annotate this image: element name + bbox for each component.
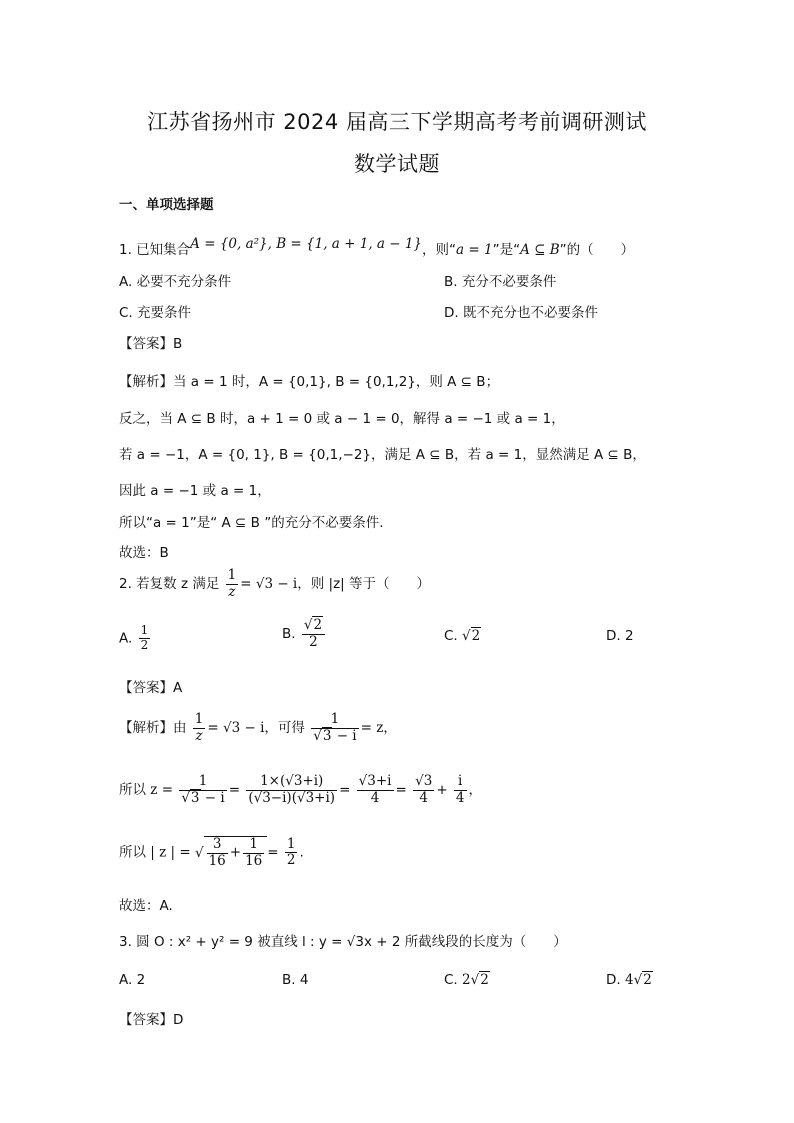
q1-stem-text-4: ”的（ ） bbox=[559, 242, 635, 258]
q2-fraction-step-2: $\frac{1\times(√3+i)}{(√3-i)(√3+i)}$ bbox=[248, 773, 336, 806]
q2-fraction-result: $\frac{1}{2}$ bbox=[286, 835, 296, 869]
q1-analysis-line-5: 所以“a = 1”是“ A ⊆ B ”的充分不必要条件. bbox=[119, 515, 384, 531]
q2-option-b-label: B. bbox=[282, 626, 296, 643]
q1-option-c: C. 充要条件 bbox=[119, 305, 192, 321]
q2-fraction-step-1: $\frac{1}{√3 - i}$ bbox=[181, 773, 225, 806]
q2-stem-text-2: ，则 |z| 等于（ ） bbox=[297, 576, 431, 593]
q2-option-c-value: √2 bbox=[462, 628, 481, 644]
q2-fraction-step-4: $\frac{√3}{4}$ bbox=[415, 773, 433, 806]
q3-option-a: A. 2 bbox=[119, 972, 146, 988]
document-subtitle: 数学试题 bbox=[354, 152, 440, 176]
q3-stem: 3. 圆 O : x² + y² = 9 被直线 l : y = √3x + 2 所截线段的长度为（ ） bbox=[119, 934, 567, 950]
q2-option-d: D. 2 bbox=[606, 628, 634, 644]
q2-equation: = √3 − i bbox=[240, 576, 298, 593]
q3-option-d-label: D. bbox=[606, 972, 621, 988]
q1-stem-text-3: ”是“ bbox=[492, 242, 521, 258]
q3-option-d bbox=[606, 972, 653, 988]
q1-analysis-line-1: 【解析】当 a = 1 时，A = {0,1}, B = {0,1,2}，则 A ⊆ B； bbox=[119, 374, 500, 390]
q2-conclusion: 故选：A. bbox=[119, 898, 173, 914]
q2-analysis-eq: = √3 − i，可得 bbox=[207, 720, 305, 737]
q1-condition: a = 1 bbox=[456, 242, 493, 258]
q1-conclusion: 故选：B bbox=[119, 545, 169, 561]
q2-option-b bbox=[282, 618, 327, 650]
q2-analysis-text-2: 所以 z = bbox=[119, 782, 174, 799]
q1-analysis-line-2: 反之，当 A ⊆ B 时，a + 1 = 0 或 a − 1 = 0，解得 a = −1 或 a = 1， bbox=[119, 411, 565, 427]
q2-fraction-1-over-sqrt3-i: $\frac{1}{√3 - i}$ bbox=[313, 711, 357, 744]
q2-option-c-label: C. bbox=[444, 628, 458, 644]
q2-fraction-1-over-z-2: $\frac{1}{z}$ bbox=[194, 711, 204, 744]
q1-option-d: D. 既不充分也不必要条件 bbox=[444, 305, 598, 321]
q2-fraction-1-over-z: $\frac{1}{z}$ bbox=[227, 567, 237, 600]
q3-option-c-value: 2√2 bbox=[462, 972, 489, 988]
q2-stem-text: 2. 若复数 z 满足 bbox=[119, 576, 220, 593]
q2-answer: 【答案】A bbox=[119, 680, 183, 696]
q1-option-a: A. 必要不充分条件 bbox=[119, 274, 232, 290]
q1-stem bbox=[119, 238, 634, 258]
q3-option-c bbox=[444, 972, 490, 988]
q3-option-c-label: C. bbox=[444, 972, 458, 988]
q2-option-a-value: $\frac{1}{2}$ bbox=[140, 623, 149, 652]
q2-fraction-step-5: $\frac{i}{4}$ bbox=[455, 773, 465, 806]
q2-analysis-line-1 bbox=[119, 712, 397, 744]
q2-option-b-value: $\frac{√2}{2}$ bbox=[302, 618, 325, 650]
q1-condition-2: A ⊆ B bbox=[520, 242, 560, 258]
q1-option-b: B. 充分不必要条件 bbox=[444, 274, 557, 290]
q2-option-a bbox=[119, 624, 152, 653]
q1-answer: 【答案】B bbox=[119, 336, 183, 352]
q2-analysis-text: 【解析】由 bbox=[119, 720, 187, 737]
q1-stem-text: 1. 已知集合 bbox=[119, 242, 191, 258]
q3-answer: 【答案】D bbox=[119, 1012, 184, 1028]
q1-sets: A = {0, a²}, B = {1, a + 1, a − 1} bbox=[190, 236, 423, 252]
q2-option-a-label: A. bbox=[119, 630, 133, 647]
q2-analysis-text-3: 所以 | z | = bbox=[119, 844, 191, 861]
q1-stem-text-2: ，则“ bbox=[422, 242, 457, 258]
q1-analysis-line-4: 因此 a = −1 或 a = 1， bbox=[119, 483, 271, 499]
section-heading: 一、单项选择题 bbox=[119, 197, 214, 213]
q2-analysis-eq-2: = z， bbox=[360, 720, 397, 737]
document-title: 江苏省扬州市 2024 届高三下学期高考考前调研测试 bbox=[147, 110, 647, 134]
q2-fraction-step-3: $\frac{√3+i}{4}$ bbox=[358, 773, 392, 806]
q2-stem bbox=[119, 568, 430, 600]
q2-analysis-line-3: 所以 | z | = √ $\frac{3}{16}$ + $\frac{1}{16}$ = $\frac{1}{2}$ . bbox=[119, 835, 304, 869]
q1-analysis-line-3: 若 a = −1，A = {0, 1}, B = {0,1,−2}，满足 A ⊆ B，若 a = 1，显然满足 A ⊆ B， bbox=[119, 447, 646, 463]
q3-option-b: B. 4 bbox=[282, 972, 309, 988]
q2-modulus-root: √ $\frac{3}{16}$ + $\frac{1}{16}$ bbox=[195, 845, 267, 861]
q3-option-d-value: 4√2 bbox=[624, 972, 652, 988]
q2-option-c bbox=[444, 628, 481, 644]
q2-analysis-line-2: 所以 z = $\frac{1}{√3 - i}$ = $\frac{1\times(√3+i)}{(√3-i)(√3+i)}$ = $\frac{√3+i}{4}$ = $\frac{√3}{4}$ + $\frac{i}{4}$ ， bbox=[119, 773, 483, 806]
